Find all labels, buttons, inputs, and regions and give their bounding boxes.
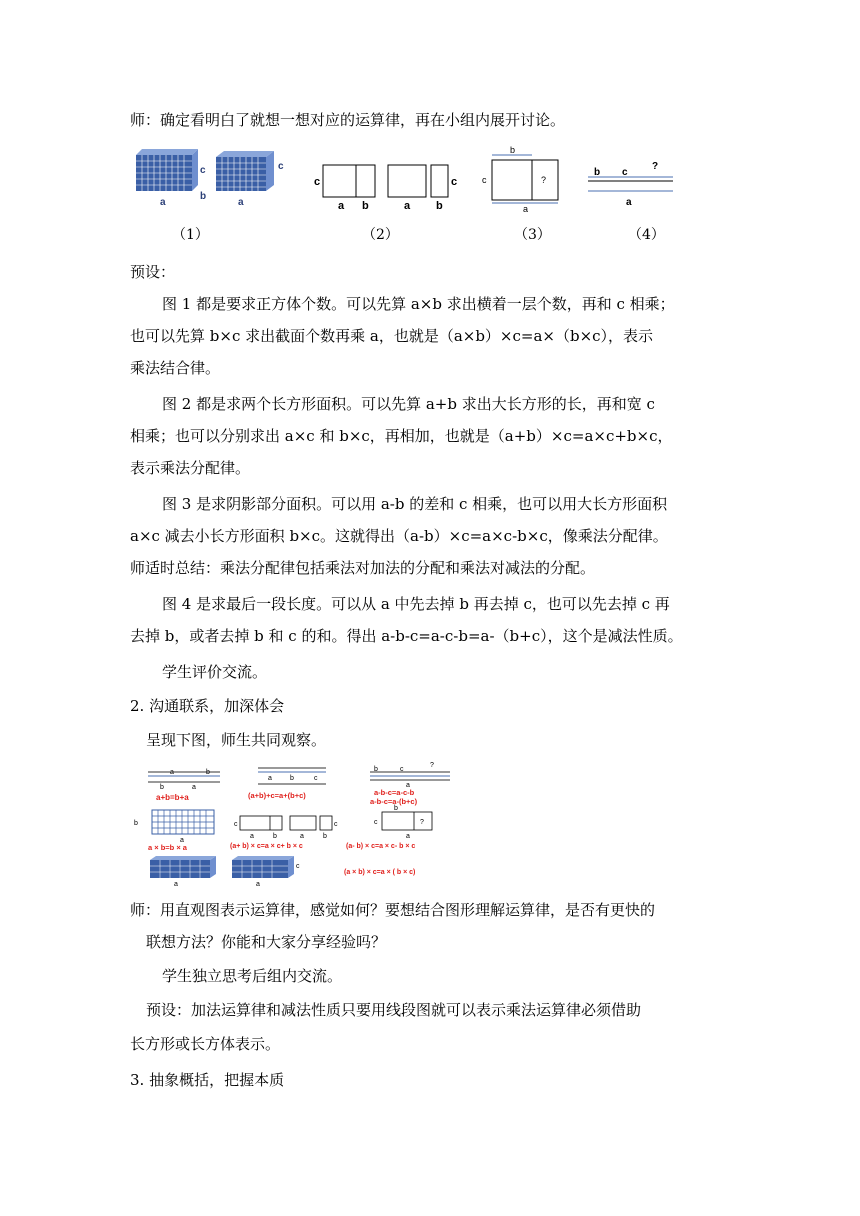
preset-line1: 预设：加法运算律和减法性质只要用线段图就可以表示乘法运算律必须借助: [146, 1001, 642, 1019]
segment-figure-4: [588, 161, 673, 208]
paragraph-fig2-line2: 相乘；也可以分别求出 a×c 和 b×c，再相加，也就是（a+b）×c=a×c+b×c，: [130, 427, 673, 445]
svg-text:a-b-c=a-c-b: a-b-c=a-c-b: [374, 788, 415, 797]
add-comm-figure: [148, 769, 220, 802]
student-think: 学生独立思考后组内交流。: [162, 967, 343, 985]
svg-text:?: ?: [541, 175, 547, 185]
svg-text:a: a: [338, 200, 345, 212]
svg-text:b: b: [206, 769, 210, 776]
svg-text:a: a: [406, 782, 410, 789]
svg-text:c: c: [374, 819, 378, 826]
paragraph-fig3-line2: a×c 减去小长方形面积 b×c。这就得出（a-b）×c=a×c-b×c，像乘法分配律。: [130, 527, 668, 545]
svg-text:a: a: [406, 833, 410, 840]
svg-text:c: c: [234, 821, 238, 828]
caption-2: （2）: [362, 227, 399, 243]
shaded-rectangle-figure-3: [482, 145, 558, 214]
svg-text:a: a: [268, 775, 272, 782]
svg-text:c: c: [296, 863, 300, 870]
paragraph-fig4-line2: 去掉 b，或者去掉 b 和 c 的和。得出 a-b-c=a-c-b=a-（b+c），这个是减法性质。: [130, 627, 683, 645]
paragraph-fig1-line2: 也可以先算 b×c 求出截面个数再乘 a，也就是（a×b）×c=a×（b×c），表示: [130, 327, 654, 345]
section-heading-2: 2. 沟通联系，加深体会: [130, 697, 285, 715]
dist-add-figure: [240, 816, 332, 830]
preset-label: 预设：: [130, 263, 176, 281]
svg-text:a: a: [238, 197, 244, 208]
cuboid-figure-1: [136, 149, 206, 208]
present-figure-text: 呈现下图，师生共同观察。: [146, 731, 327, 749]
caption-4: （4）: [628, 227, 665, 243]
grid-array-figure: [134, 810, 214, 852]
paragraph-fig3-line1: 图 3 是求阴影部分面积。可以用 a-b 的差和 c 相乘，也可以用大长方形面积: [162, 495, 668, 513]
svg-text:b: b: [290, 775, 294, 782]
svg-text:b: b: [160, 784, 164, 791]
dist-sub-figure: [346, 805, 432, 850]
svg-text:a: a: [192, 784, 196, 791]
svg-text:c: c: [482, 175, 487, 185]
svg-text:a+b=b+a: a+b=b+a: [156, 793, 189, 802]
teacher-instruction: 师：确定看明白了就想一想对应的运算律，再在小组内展开讨论。: [130, 111, 566, 129]
svg-text:?: ?: [420, 819, 424, 826]
student-exchange: 学生评价交流。: [162, 663, 268, 681]
svg-text:c: c: [278, 161, 284, 172]
cuboid-figure-2: [216, 151, 284, 208]
svg-text:a × b=b × a: a × b=b × a: [148, 843, 187, 852]
svg-text:?: ?: [652, 161, 659, 172]
svg-text:a-b-c=a-(b+c): a-b-c=a-(b+c): [370, 797, 418, 806]
svg-text:b: b: [200, 191, 207, 202]
svg-text:b: b: [374, 766, 378, 773]
svg-text:b: b: [594, 167, 601, 178]
svg-text:(a- b) × c=a × c- b × c: (a- b) × c=a × c- b × c: [346, 843, 416, 850]
svg-text:a: a: [626, 197, 632, 208]
paragraph-fig4-line1: 图 4 是求最后一段长度。可以从 a 中先去掉 b 再去掉 c，也可以先去掉 c 再: [162, 595, 670, 613]
svg-text:a: a: [180, 837, 184, 844]
svg-text:a: a: [160, 197, 166, 208]
svg-text:b: b: [436, 200, 443, 212]
svg-text:c: c: [314, 176, 321, 188]
svg-text:a: a: [174, 881, 178, 887]
summary-figure: [130, 762, 470, 887]
svg-text:b: b: [273, 833, 277, 840]
svg-text:a: a: [256, 881, 260, 887]
teacher-question-line1: 师：用直观图表示运算律，感觉如何？要想结合图形理解运算律，是否有更快的: [130, 901, 656, 919]
preset-line2: 长方形或长方体表示。: [130, 1035, 281, 1053]
paragraph-fig1-line3: 乘法结合律。: [130, 359, 221, 377]
svg-text:a: a: [300, 833, 304, 840]
svg-text:a: a: [170, 769, 174, 776]
add-assoc-figure: [248, 768, 326, 800]
svg-text:b: b: [510, 145, 516, 155]
paragraph-fig3-line3: 师适时总结：乘法分配律包括乘法对加法的分配和乘法对减法的分配。: [130, 559, 596, 577]
svg-text:a: a: [523, 204, 529, 214]
svg-text:(a+b)+c=a+(b+c): (a+b)+c=a+(b+c): [248, 791, 306, 800]
small-cuboids-figure: [150, 856, 300, 887]
svg-text:a: a: [404, 200, 411, 212]
svg-text:(a+ b) × c=a × c+ b × c: (a+ b) × c=a × c+ b × c: [230, 843, 303, 850]
svg-text:b: b: [323, 833, 327, 840]
figure-row-1: [128, 145, 688, 215]
svg-text:b: b: [394, 805, 398, 812]
svg-text:(a × b) × c=a × ( b × c): (a × b) × c=a × ( b × c): [344, 869, 416, 876]
svg-text:c: c: [314, 775, 318, 782]
svg-text:c: c: [451, 176, 458, 188]
svg-text:c: c: [334, 821, 338, 828]
svg-text:c: c: [622, 167, 628, 178]
svg-text:?: ?: [430, 762, 434, 769]
paragraph-fig2-line1: 图 2 都是求两个长方形面积。可以先算 a+b 求出大长方形的长，再和宽 c: [162, 395, 655, 413]
teacher-question-line2: 联想方法？你能和大家分享经验吗？: [146, 933, 387, 951]
rectangle-figure-2: [323, 165, 448, 197]
svg-text:b: b: [134, 820, 138, 827]
paragraph-fig2-line3: 表示乘法分配律。: [130, 459, 251, 477]
caption-1: （1）: [172, 227, 209, 243]
svg-text:c: c: [400, 766, 404, 773]
sub-prop-figure: [370, 762, 450, 806]
svg-text:c: c: [200, 165, 206, 176]
svg-text:a: a: [250, 833, 254, 840]
paragraph-fig1-line1: 图 1 都是要求正方体个数。可以先算 a×b 求出横着一层个数，再和 c 相乘；: [162, 295, 675, 313]
caption-3: （3）: [514, 227, 551, 243]
svg-text:b: b: [362, 200, 369, 212]
section-heading-3: 3. 抽象概括，把握本质: [130, 1071, 285, 1089]
